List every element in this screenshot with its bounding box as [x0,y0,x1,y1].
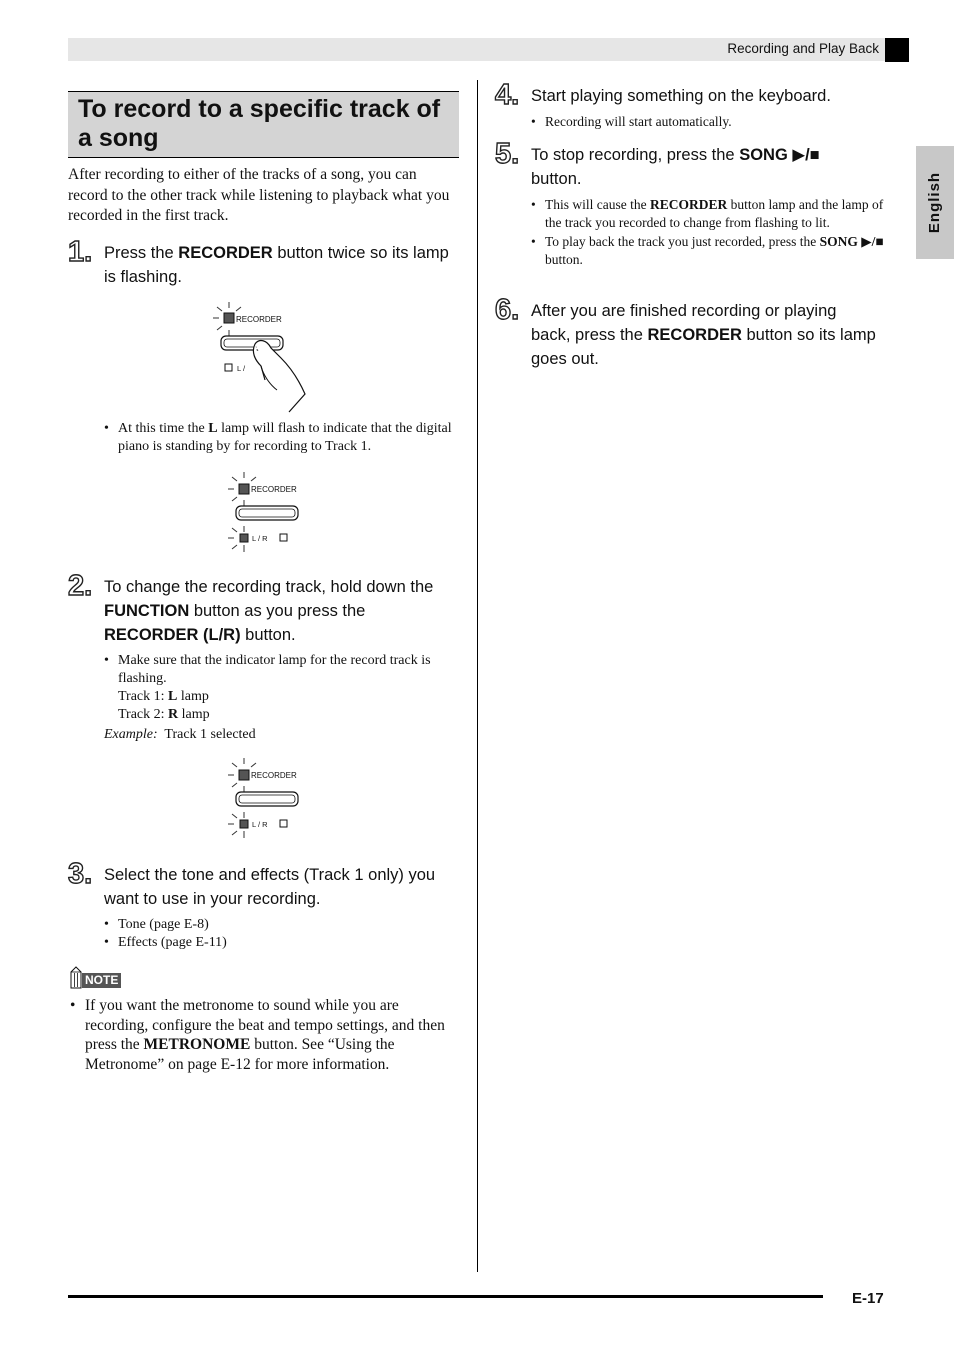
track-2-line-segment: R [168,707,179,722]
step-4-bullet-segment: Recording will start automatically. [545,114,732,129]
lr-label-2: L / R [252,820,268,829]
step-5-bullet-1-segment: This will cause the [545,197,650,212]
step-5-bullet-2-segment: button. [545,251,583,267]
page-number: E-17 [852,1290,884,1307]
step-6-number: 6. [495,294,520,326]
step-2-bullet-segment: Make sure that the indicator lamp for the record track is flashing. [118,653,431,686]
header-title: Recording and Play Back [727,41,879,56]
step-1-text-segment: Press the [104,244,179,262]
step-1-bullet-segment: L [208,421,218,436]
step-1-text-segment: RECORDER [178,244,273,262]
step-4-text-segment: Start playing something on the keyboard. [531,87,831,105]
step-2-text [104,575,459,647]
step-1-bullet-segment: At this time the [118,421,209,436]
step-1-text-segment: button twice so its lamp is flashing. [104,244,449,286]
step-5-bullet-2-segment: To play back the track you just recorded, press the [545,234,820,249]
step-3-bullet-effects [104,934,459,952]
step-1-text [104,241,454,289]
track-1-line-segment: Track 1: [118,689,169,704]
step-2-number: 2. [68,570,93,602]
step-6-text-segment: After you are finished recording or playing back, press the [531,302,837,344]
step-1-number: 1. [68,236,93,268]
language-tab-label: English [926,171,944,234]
step-5-bullet-1 [531,196,886,231]
step-4-text [531,84,886,108]
step-3-text [104,863,464,911]
step-5-text-segment: SONG ▶/■ [739,146,820,164]
note-bullet-segment: METRONOME [143,1036,251,1053]
step-3-bullet-tone [104,916,459,934]
step-4-bullet [531,113,886,131]
track-2-line-segment: lamp [178,707,210,722]
step-3-number: 3. [68,858,93,890]
track-2-line [118,706,459,724]
step-1-bullet-segment: lamp will flash to indicate that the digital piano is standing by for recording to Track 1. [118,421,452,454]
step-3-bullet-tone-segment: Tone (page E-8) [118,917,209,932]
step-4-number: 4. [495,79,520,111]
section-heading-box [68,91,459,158]
step-2-bullets [104,652,459,724]
step-1-bullets [104,420,459,456]
lr-label-1: L / R [252,534,268,543]
step-5-bullet-2 [531,233,886,268]
track-2-line-segment: Track 2: [118,707,169,722]
svg-text:L /: L / [237,364,246,373]
header-black-block [885,38,909,62]
note-bullet-segment: button. See “Using the Metronome” on page E-12 for more information. [85,1036,395,1073]
step-2-text-segment: button as you press the [189,602,366,620]
example-text: Track 1 selected [164,727,256,742]
section-title: To record to a specific track of a song [78,95,441,152]
step-2-bullet [104,652,459,688]
note-bullet-segment: If you want the metronome to sound while you are recording, configure the beat and tempo settings, and then press the [85,997,445,1053]
language-tab [916,146,954,259]
note-bullet [68,996,460,1074]
lamp-track1-selected-illustration [222,756,312,844]
intro-paragraph: After recording to either of the tracks of a song, you can record to the other track while listening to playback what you recorded in the first track. [68,166,450,224]
track-1-line-segment: lamp [177,689,209,704]
step-3-bullet-effects-segment: Effects (page E-11) [118,935,227,950]
step-5-bullet-2-segment: SONG ▶/■ [819,234,884,249]
step-5-text-segment: button. [531,170,582,188]
example-label: Example: [104,727,158,742]
note-badge [68,966,124,990]
lamp-l-flashing-illustration [222,470,312,558]
step-5-bullet-1-segment: RECORDER [649,197,728,212]
track-1-line-segment: L [168,689,178,704]
recorder-label-1: RECORDER [236,315,282,324]
step-6-text [531,299,876,371]
step-5-bullet-1-segment: button lamp and the lamp of the track you recorded to change from flashing to lit. [545,197,884,230]
note-bullets [68,996,460,1074]
step-1-bullet [104,420,459,456]
step-5-number: 5. [495,138,520,170]
step-6-text-segment: RECORDER [647,326,742,344]
step-3-text-segment: Select the tone and effects (Track 1 only) you want to use in your recording. [104,866,436,908]
step-2-text-segment: button. [240,626,296,644]
step-5-text [531,143,871,191]
footer-rule [68,1295,823,1298]
step-5-bullets [531,196,886,268]
example-line [104,726,256,744]
track-1-line [118,688,459,706]
note-label: NOTE [82,973,121,988]
step-6-text-segment: button so its lamp goes out. [531,326,876,368]
step-4-bullets [531,113,886,131]
step-3-bullets [104,916,459,952]
step-2-text-segment: FUNCTION [104,602,190,620]
step-5-text-segment: To stop recording, press the [531,146,740,164]
step-2-text-segment: To change the recording track, hold down the [104,578,434,596]
recorder-label-3: RECORDER [251,771,297,780]
recorder-press-illustration [205,300,315,415]
column-divider [477,80,478,1272]
recorder-label-2: RECORDER [251,485,297,494]
step-2-text-segment: RECORDER (L/R) [104,626,241,644]
